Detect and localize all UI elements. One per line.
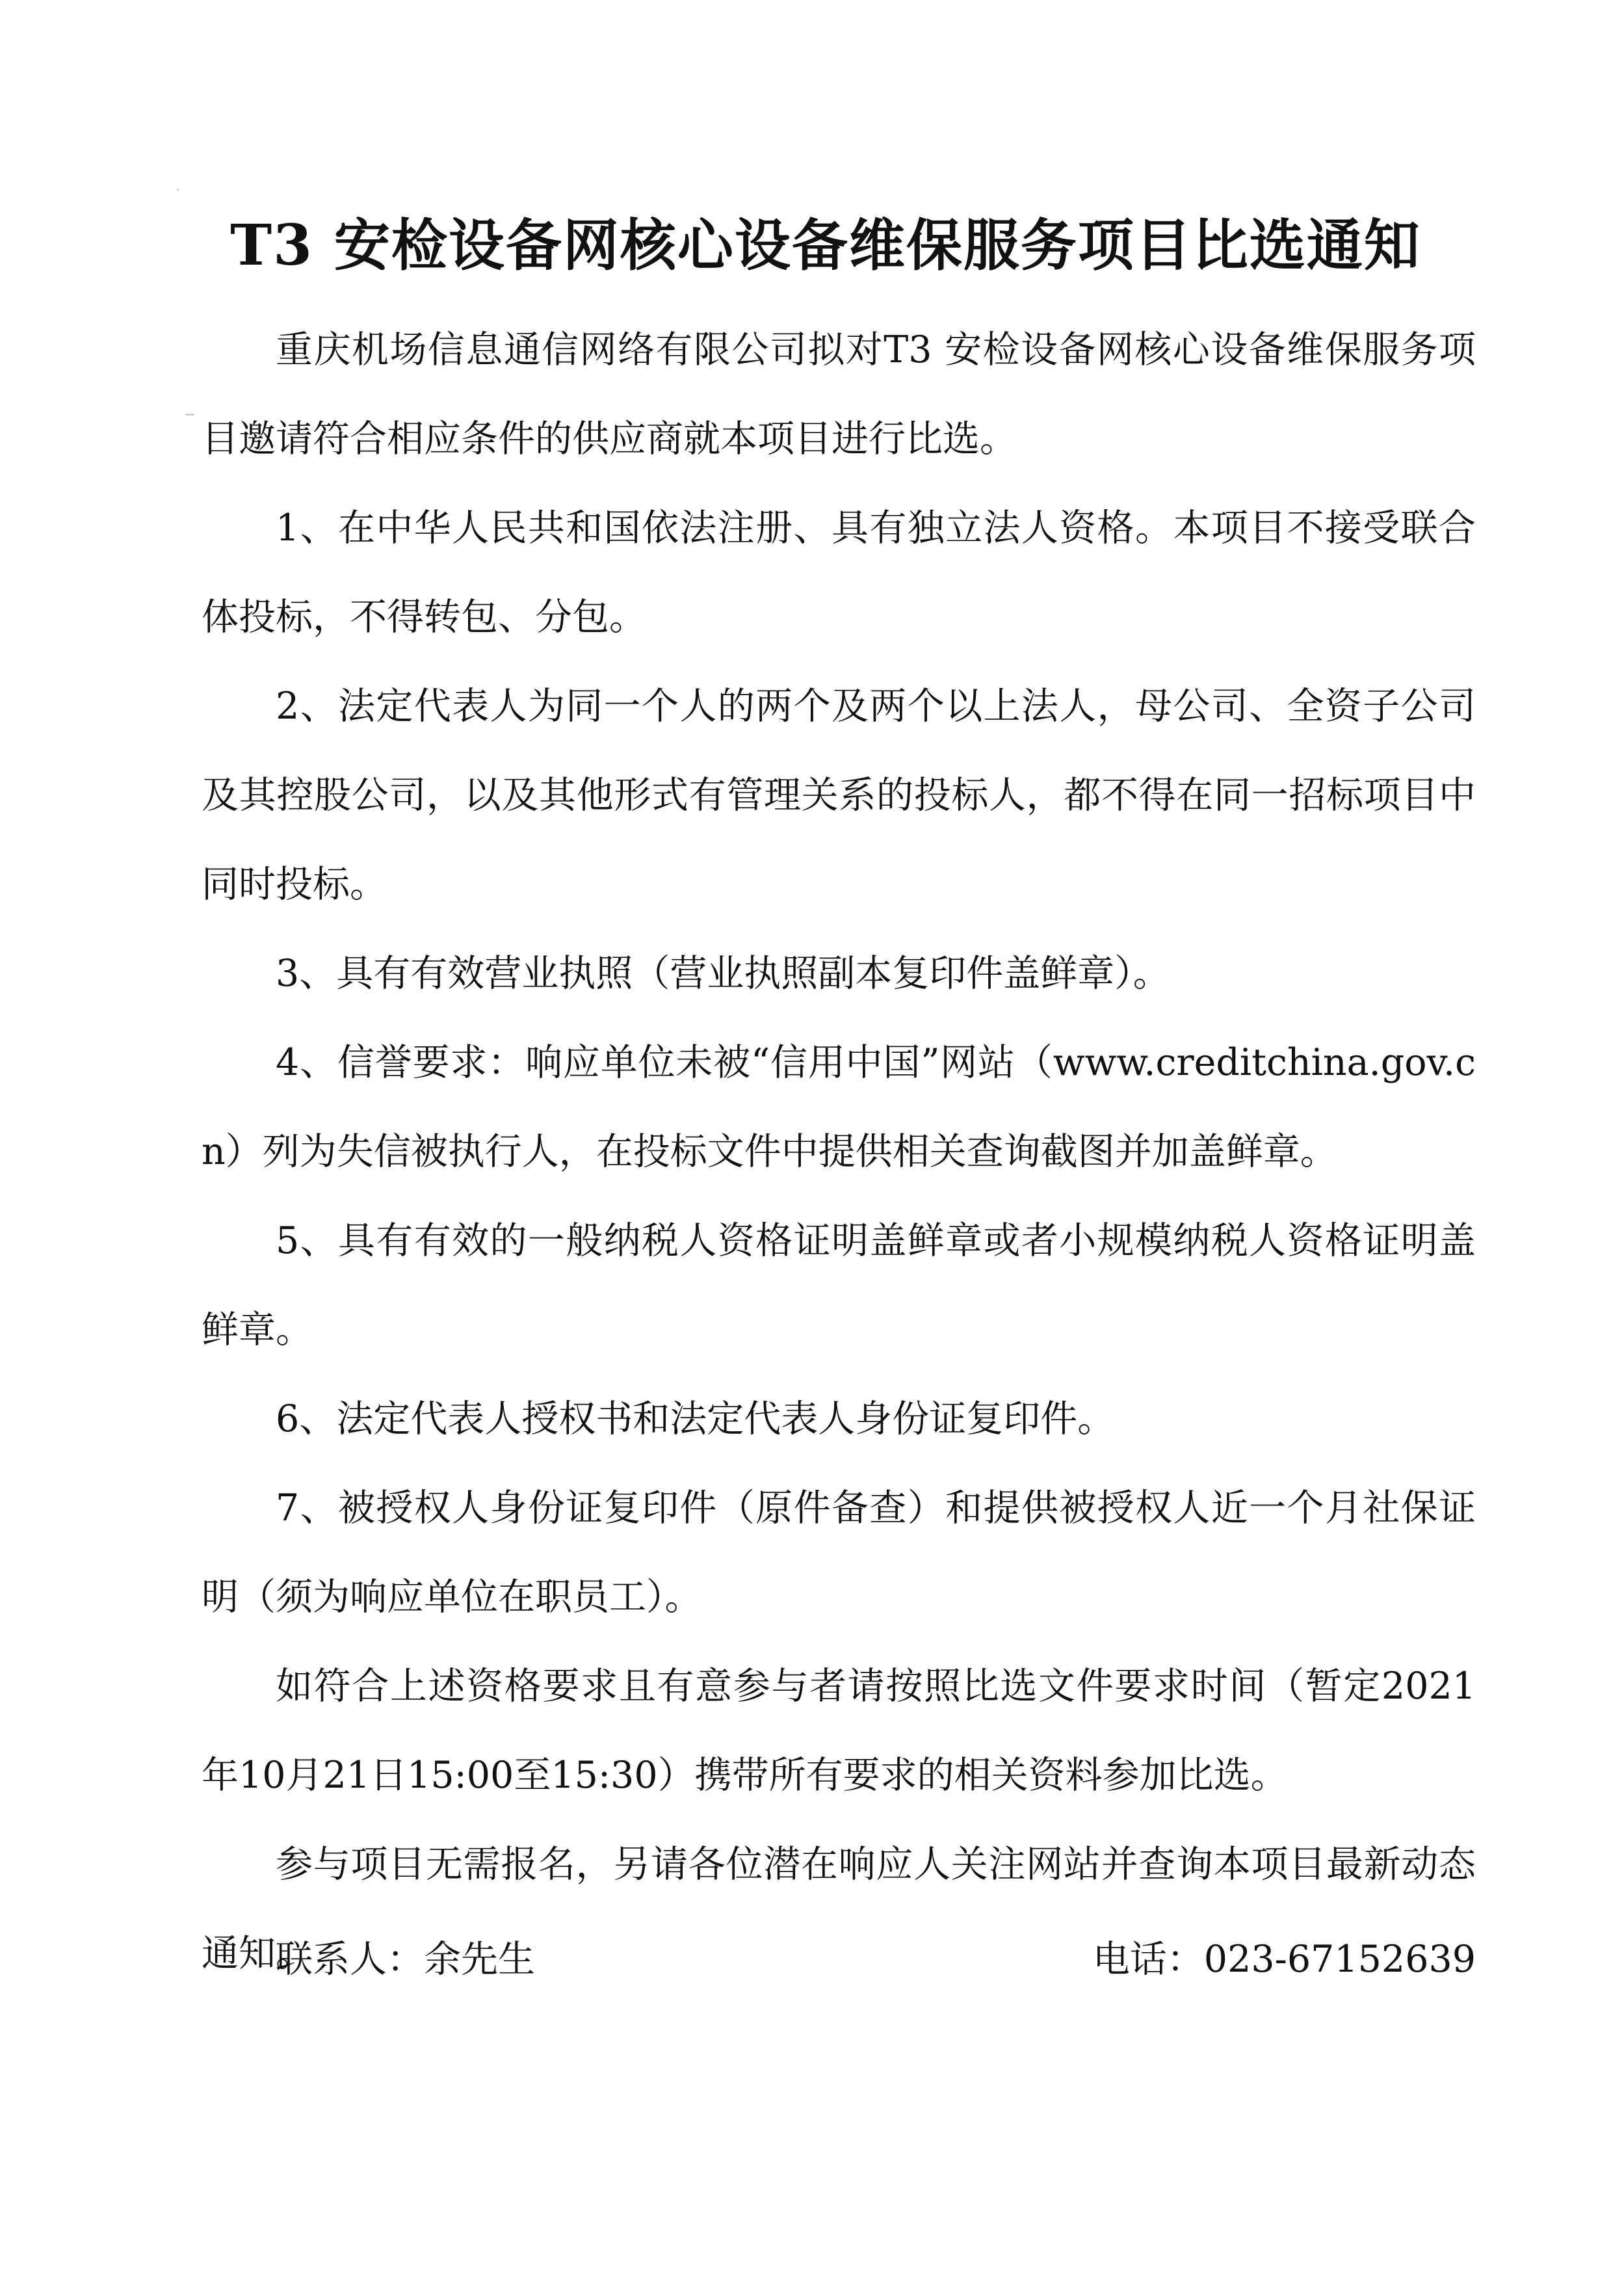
document-title: T3 安检设备网核心设备维保服务项目比选通知	[230, 213, 1421, 278]
requirement-2: 2、法定代表人为同一个人的两个及两个以上法人，母公司、全资子公司及其控股公司，以及其他形式有管理关系的投标人，都不得在同一招标项目中同时投标。	[202, 685, 1476, 906]
contact-person: 联系人：余先生	[276, 1938, 535, 1981]
scan-artifact	[177, 189, 179, 191]
requirement-7: 7、被授权人身份证复印件（原件备查）和提供被授权人近一个月社保证明（须为响应单位在职员工）。	[202, 1487, 1476, 1619]
scan-artifact	[185, 414, 194, 416]
requirement-6: 6、法定代表人授权书和法定代表人身份证复印件。	[276, 1397, 1115, 1440]
document-body	[202, 306, 1476, 1998]
contact-phone: 电话：023-67152639	[1092, 1938, 1476, 1981]
requirement-3: 3、具有有效营业执照（营业执照副本复印件盖鲜章）。	[276, 952, 1170, 995]
schedule-paragraph: 如符合上述资格要求且有意参与者请按照比选文件要求时间（暂定2021年10月21日15:00至15:30）携带所有要求的相关资料参加比选。	[202, 1665, 1476, 1797]
requirement-5: 5、具有有效的一般纳税人资格证明盖鲜章或者小规模纳税人资格证明盖鲜章。	[202, 1219, 1476, 1351]
requirement-1: 1、在中华人民共和国依法注册、具有独立法人资格。本项目不接受联合体投标，不得转包、分包。	[202, 507, 1476, 639]
requirement-4: 4、信誉要求：响应单位未被“信用中国”网站（www.creditchina.gov.cn）列为失信被执行人，在投标文件中提供相关查询截图并加盖鲜章。	[202, 1041, 1476, 1173]
intro-paragraph: 重庆机场信息通信网络有限公司拟对T3 安检设备网核心设备维保服务项目邀请符合相应条件的供应商就本项目进行比选。	[202, 328, 1476, 460]
registration-note: 参与项目无需报名，另请各位潜在响应人关注网站并查询本项目最新动态通知。	[202, 1843, 1476, 1975]
